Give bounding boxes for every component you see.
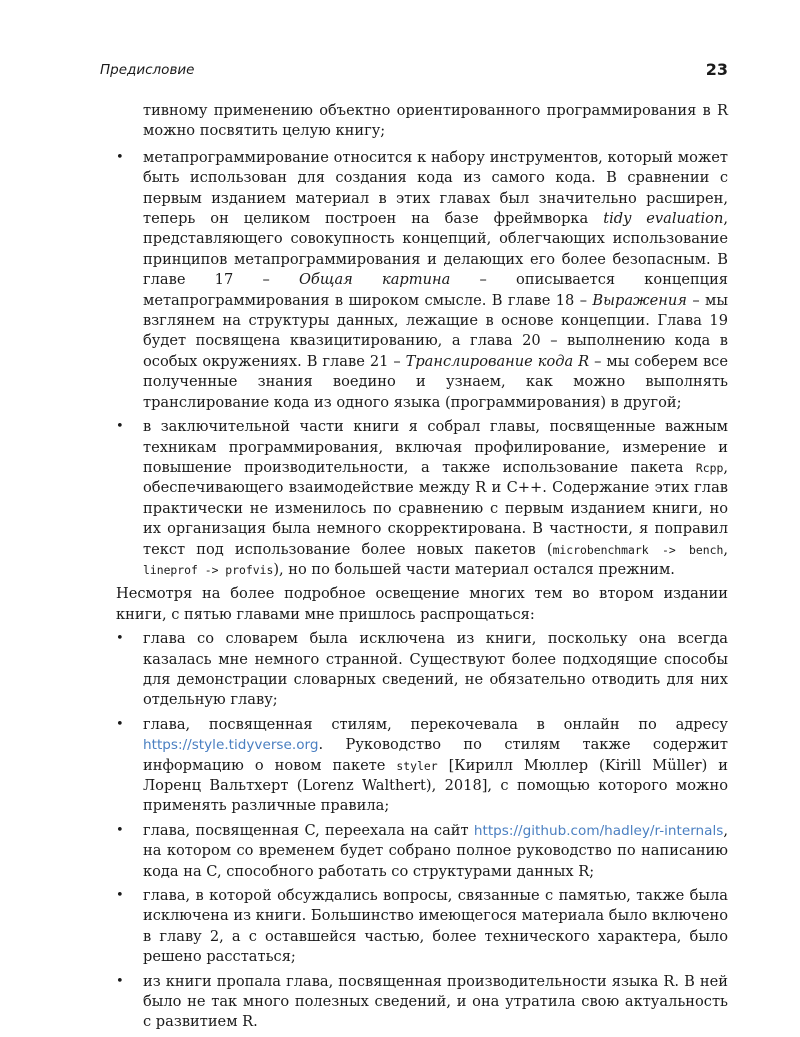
list-item-text: глава, посвященная стилям, перекочевала в онлайн по адресу [143,715,728,733]
package-name: Rcpp [695,460,724,475]
list-item [116,629,728,711]
list-item-text: метапрограммирование относится к набору инструментов, который может быть использован для создания кода из самого кода. В сравнении с первым изданием материал в этих главах был значительно расширен, теперь он целиком построен на базе фреймворка [143,148,728,228]
paragraph: Несмотря на более подробное освещение многих тем во втором издании книги, с пятью главами мне пришлось распрощаться: [116,585,728,623]
bullet-icon: • [116,149,124,165]
list-item-text: , представляющего совокупность концепций, облегчающих использование принципов метапрограммирования и делающих его более безопасным. В главе 17 – [143,210,728,289]
package-name: lineprof -> profvis [143,562,274,577]
list-item-text: глава, в которой обсуждались вопросы, связанные с памятью, также была исключена из книги. Большинство имеющегося материала было включено в главу 2, а с оставшейся частью, более технического характера, было решено расстаться; [143,887,728,966]
list-item-text: [Кирилл Мюллер (Kirill Müller) и Лоренц Вальтхерт (Lorenz Walthert), 2018], с помощью которого можно применять различные правила; [143,756,729,815]
list-item-text: , [723,540,728,558]
bullet-icon: • [116,716,124,732]
style-guide-link[interactable]: https://style.tidyverse.org [143,737,319,754]
list-item-text: , обеспечивающего взаимодействие между R и C++. Содержание этих глав практически не изменилось по сравнению с первым изданием книги, но их организация была немного скорректирована. В частности, я поправил текст под использование более новых пакетов ( [143,458,728,558]
page-body [116,101,728,1037]
list-item [116,886,728,968]
bullet-icon: • [116,888,124,904]
list-item-text: в заключительной части книги я собрал главы, посвященные важным техникам программирования, включая профилирование, измерение и повышение производительности, а также использование пакета [143,418,728,476]
list-item-text: – мы взглянем на структуры данных, лежащие в основе концепции. Глава 19 будет посвящена квазицитированию, а глава 20 – выполнению кода в особых окружениях. В главе 21 – [143,291,728,370]
bullet-icon: • [116,419,124,435]
continued-list-item: тивному применению объектно ориентированного программирования в R можно посвятить целую книгу; [143,102,728,140]
list-item-text: ), но по большей части материал остался прежним. [273,560,675,578]
emphasis-text: Транслирование кода R [405,352,590,370]
list-item-text: из книги пропала глава, посвященная производительности языка R. В ней было не так много полезных сведений, и она утратила свою актуальность с развитием R. [143,972,728,1031]
bullet-icon: • [116,822,124,838]
chapter-title: Предисловие [100,62,195,78]
emphasis-text: Выражения [592,291,687,309]
list-item [116,715,728,817]
r-internals-link[interactable]: https://github.com/hadley/r-internals [473,822,724,839]
package-name: styler [396,758,438,773]
package-name: microbenchmark -> bench [552,542,724,557]
removed-chapters-list [116,629,728,1033]
running-header [100,62,728,84]
page-number: 23 [705,60,728,79]
list-item-text: – мы соберем все полученные знания воедино и узнаем, как можно выполнять транслирование кода из одного языка (программирования) в другой; [143,352,728,411]
emphasis-text: tidy evaluation [603,210,724,228]
list-item-text: . Руководство по стилям также содержит информацию о новом пакете [143,736,728,774]
emphasis-text: Общая картина [298,271,451,289]
list-item [116,821,728,882]
list-item-text: глава, посвященная C, переехала на сайт [143,821,474,839]
list-item [116,972,728,1033]
list-item-text: , на котором со временем будет собрано полное руководство по написанию кода на C, способного работать со структурами данных R; [143,821,728,880]
list-item-text: – описывается концепция метапрограммирования в широком смысле. В главе 18 – [143,271,729,309]
bullet-icon: • [116,973,124,989]
list-item-text: глава со словарем была исключена из книги, поскольку она всегда казалась мне немного странной. Существуют более подходящие способы для демонстрации словарных сведений, не обязательно отводить для них отдельную главу; [143,630,728,709]
chapters-list [116,148,728,581]
list-item [116,417,728,580]
list-item [116,148,728,413]
bullet-icon: • [116,631,124,647]
